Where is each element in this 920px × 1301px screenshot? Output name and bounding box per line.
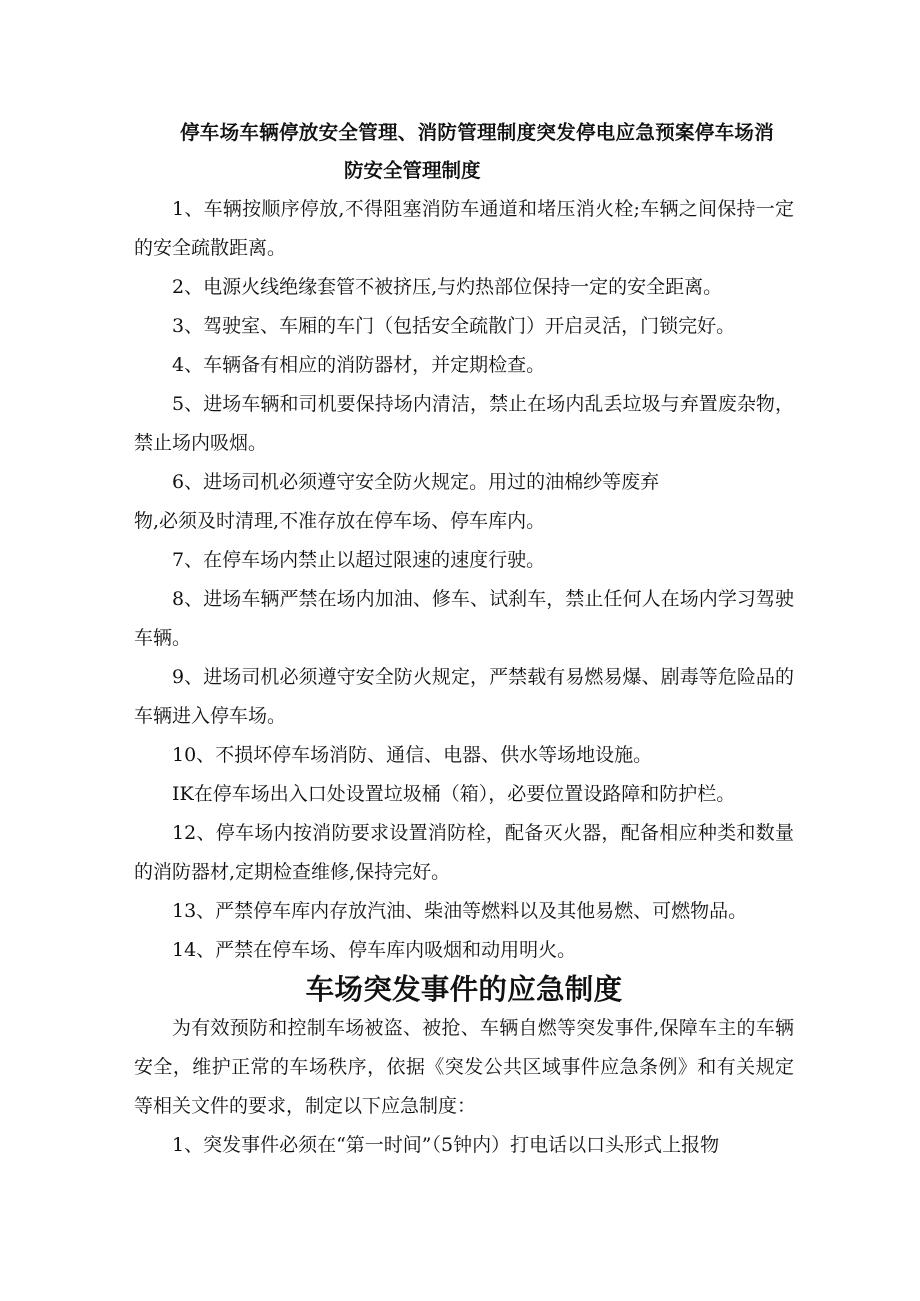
rule-item: 2、电源火线绝缘套管不被挤压,与灼热部位保持一定的安全距离。 (172, 276, 723, 298)
title-line-2: 防安全管理制度 (344, 159, 481, 182)
rule-item: IK在停车场出入口处设置垃圾桶（箱），必要位置设路障和防护栏。 (172, 783, 736, 805)
title-line-1: 停车场车辆停放安全管理、消防管理制度突发停电应急预案停车场消 (180, 121, 775, 144)
rule-item: 4、车辆备有相应的消防器材，并定期检查。 (172, 354, 546, 376)
rule-item: 13、严禁停车库内存放汽油、柴油等燃料以及其他易燃、可燃物品。 (172, 900, 748, 922)
rule-item: 5、进场车辆和司机要保持场内清洁，禁止在场内乱丢垃圾与弃置废杂物，禁止场内吸烟。 (134, 393, 794, 454)
rule-item: 3、驾驶室、车厢的车门（包括安全疏散门）开启灵活，门锁完好。 (172, 315, 736, 337)
rule-item: 7、在停车场内禁止以超过限速的速度行驶。 (172, 549, 546, 571)
rule-6-line-2: 物,必须及时清理,不准存放在停车场、停车库内。 (134, 510, 546, 532)
document-title (134, 114, 794, 190)
rule-item-6 (134, 463, 794, 541)
rule-item: 14、严禁在停车场、停车库内吸烟和动用明火。 (172, 939, 577, 961)
rule-item: 12、停车场内按消防要求设置消防栓，配备灭火器，配备相应种类和数量的消防器材,定期检查维修,保持完好。 (134, 822, 794, 883)
rule-6-line-1: 6、进场司机必须遵守安全防火规定。用过的油棉纱等废弃 (172, 471, 660, 493)
rule-item: 9、进场司机必须遵守安全防火规定，严禁载有易燃易爆、剧毒等危险品的车辆进入停车场。 (134, 666, 794, 727)
rule-item: 8、进场车辆严禁在场内加油、修车、试刹车，禁止任何人在场内学习驾驶车辆。 (134, 588, 794, 649)
section-heading: 车场突发事件的应急制度 (305, 972, 623, 1006)
section-item: 1、突发事件必须在“第一时间”（5钟内）打电话以口头形式上报物 (172, 1134, 720, 1156)
rule-item: 1、车辆按顺序停放,不得阻塞消防车通道和堵压消火栓;车辆之间保持一定的安全疏散距离。 (134, 198, 794, 259)
document-body (134, 114, 794, 1165)
rule-item: 10、不损坏停车场消防、通信、电器、供水等场地设施。 (172, 744, 653, 766)
section-intro: 为有效预防和控制车场被盗、被抢、车辆自燃等突发事件,保障车主的车辆安全，维护正常的车场秩序，依据《突发公共区域事件应急条例》和有关规定等相关文件的要求，制定以下应急制度： (134, 1017, 794, 1117)
